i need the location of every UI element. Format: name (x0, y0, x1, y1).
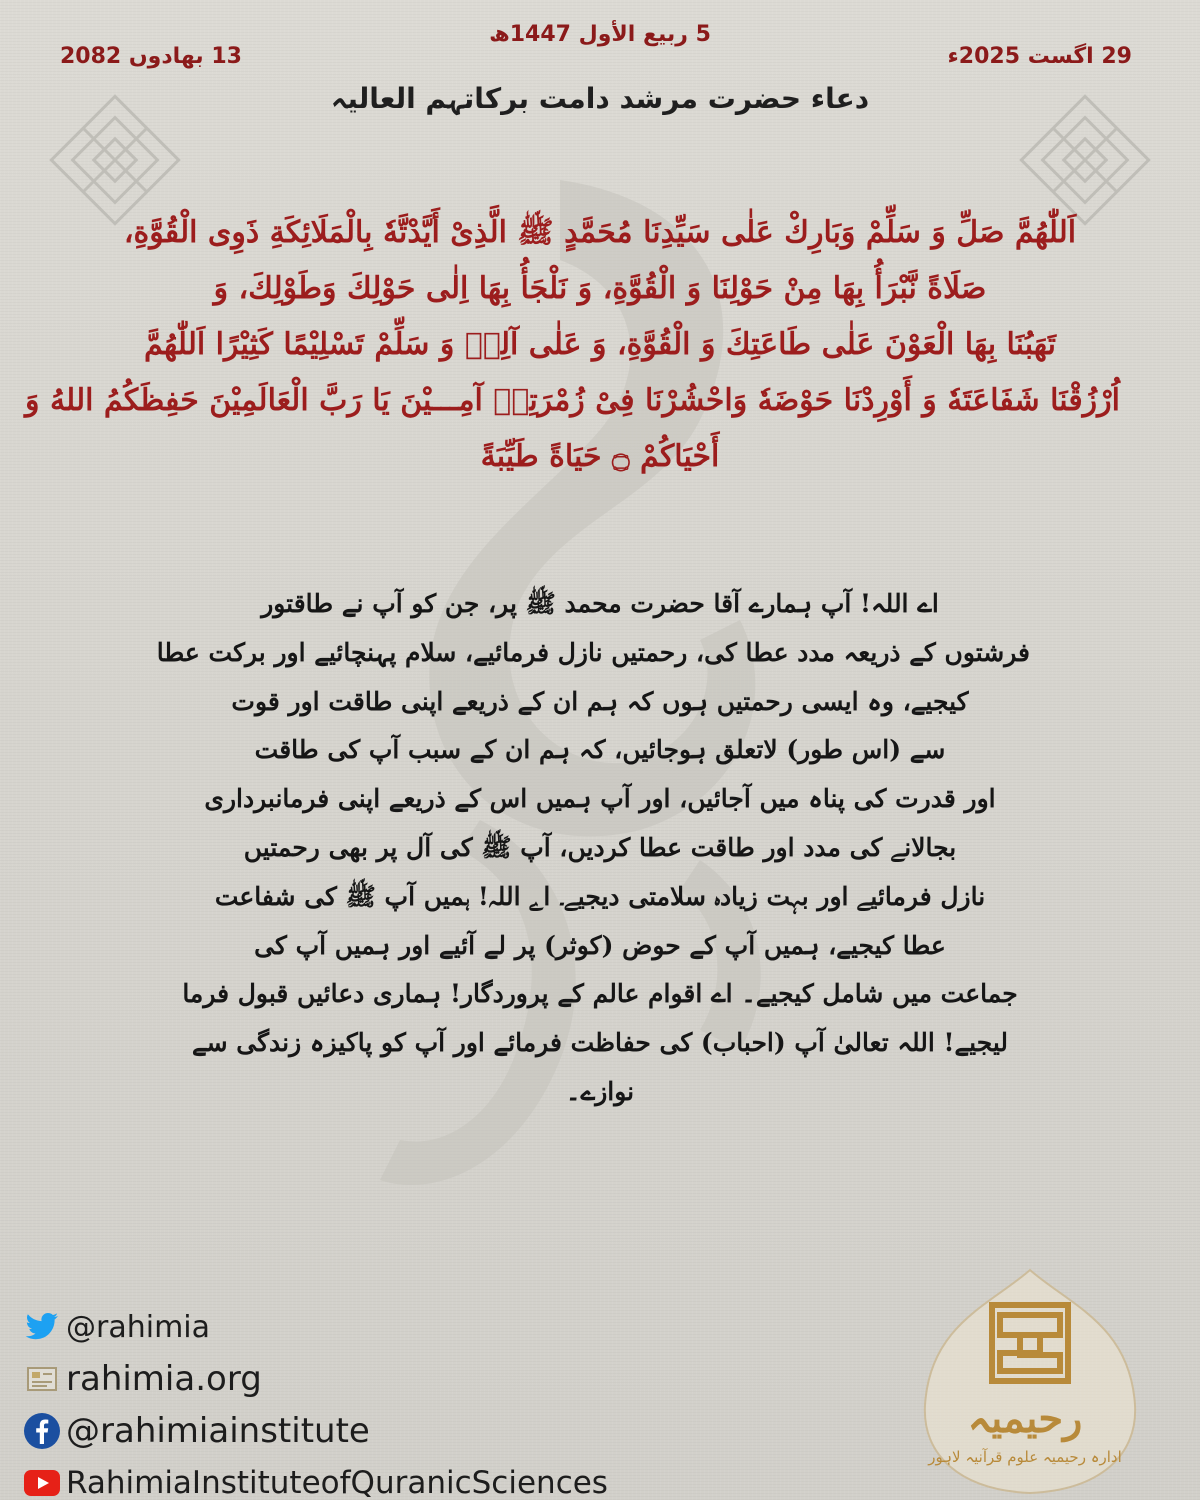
gregorian-date: 29 اگست 2025ء (947, 44, 1132, 69)
bikrami-date: 13 بھادوں 2082 (60, 44, 242, 69)
urdu-translation-line: جماعت میں شامل کیجیے۔ اے اقوام عالم کے پروردگار! ہماری دعائیں قبول فرما (182, 979, 1018, 1009)
urdu-translation-line: کیجیے، وہ ایسی رحمتیں ہوں کہ ہم ان کے ذریعے اپنی طاقت اور قوت (231, 686, 969, 716)
logo-name: رحیمیہ (967, 1395, 1083, 1442)
logo-subtitle: ادارہ رحیمیہ علوم قرآنیہ لاہور (928, 1448, 1122, 1466)
twitter-icon (22, 1307, 62, 1347)
page-title: دعاء حضرت مرشد دامت برکاتہم العالیہ (330, 82, 870, 115)
urdu-translation-line: فرشتوں کے ذریعہ مدد عطا کی، رحمتیں نازل فرمائیے، سلام پہنچائیے اور برکت عطا (156, 637, 1030, 667)
urdu-translation-line: لیجیے! اللہ تعالیٰ آپ (احباب) کی حفاظت فرمائے اور آپ کو پاکیزہ زندگی سے (191, 1028, 1009, 1058)
youtube-link[interactable] (22, 1458, 722, 1500)
urdu-translation-line: بجالانے کی مدد اور طاقت عطا کردیں، آپ ﷺ کی آل پر بھی رحمتیں (243, 832, 957, 862)
facebook-link[interactable] (22, 1406, 722, 1456)
urdu-translation-line: اور قدرت کی پناہ میں آجائیں، اور آپ ہمیں اس کے ذریعے اپنی فرمانبرداری (204, 784, 996, 814)
arabic-dua-line: اُرْزُقْنَا شَفَاعَتَهٗ وَ أَوْرِدْنَا حَوْضَهٗ وَاحْشُرْنَا فِىْ زُمْرَتِهٖ آمِـــيْنَ يَا رَبَّ الْعَالَمِيْنَ حَفِظَكُمُ اللهُ وَ (25, 383, 1120, 418)
website-url[interactable]: rahimia.org (66, 1359, 262, 1399)
youtube-channel[interactable]: RahimiaInstituteofQuranicSciences (66, 1465, 608, 1500)
arabic-dua-line: اَللّٰهُمَّ صَلِّ وَ سَلِّمْ وَبَارِكْ عَلٰى سَيِّدِنَا مُحَمَّدٍ ﷺ الَّذِىْ أَيَّدْتَّهٗ بِالْمَلَائِكَةِ ذَوِى الْقُوَّةِ، (123, 215, 1077, 250)
facebook-handle[interactable]: @rahimiainstitute (66, 1411, 370, 1451)
urdu-translation-line: سے (اس طور) لاتعلق ہوجائیں، کہ ہم ان کے سبب آپ کی طاقت (254, 735, 946, 765)
urdu-translation-line: نوازے۔ (565, 1076, 635, 1106)
facebook-icon (22, 1411, 62, 1451)
social-links (22, 1302, 722, 1500)
website-link[interactable] (22, 1354, 722, 1404)
urdu-translation-line: اے اللہ! آپ ہمارے آقا حضرت محمد ﷺ پر، جن کو آپ نے طاقتور (261, 589, 939, 618)
youtube-icon (22, 1463, 62, 1500)
urdu-translation-line: عطا کیجیے، ہمیں آپ کے حوض (کوثر) پر لے آئیے اور ہمیں آپ کی (254, 930, 946, 960)
twitter-link[interactable] (22, 1302, 722, 1352)
urdu-translation (156, 580, 1030, 1117)
arabic-dua-line: صَلَاةً نَّبْرَأُ بِهَا مِنْ حَوْلِنَا وَ الْقُوَّةِ، وَ نَلْجَأُ بِهَا اِلٰى حَوْلِكَ وَطَوْلِكَ، وَ (213, 271, 987, 306)
arabic-dua-line: تَهَبُنَا بِهَا الْعَوْنَ عَلٰى طَاعَتِكَ وَ الْقُوَّةِ، وَ عَلٰى آلِهٖ وَ سَلِّمْ تَسْلِيْمًا كَثِيْرًا اَللّٰهُمَّ (144, 327, 1056, 362)
urdu-translation-line: نازل فرمائیے اور بہت زیادہ سلامتی دیجیے۔ اے اللہ! ہمیں آپ ﷺ کی شفاعت (214, 881, 986, 911)
arabic-dua-line: أَحْيَاكُمْ ۝ حَيَاةً طَيِّبَةً (480, 439, 720, 474)
web-icon (22, 1359, 62, 1399)
arabic-dua (25, 205, 1120, 485)
twitter-handle[interactable]: @rahimia (66, 1309, 211, 1345)
hijri-date: 5 ربیع الأول 1447ھ (489, 22, 711, 47)
